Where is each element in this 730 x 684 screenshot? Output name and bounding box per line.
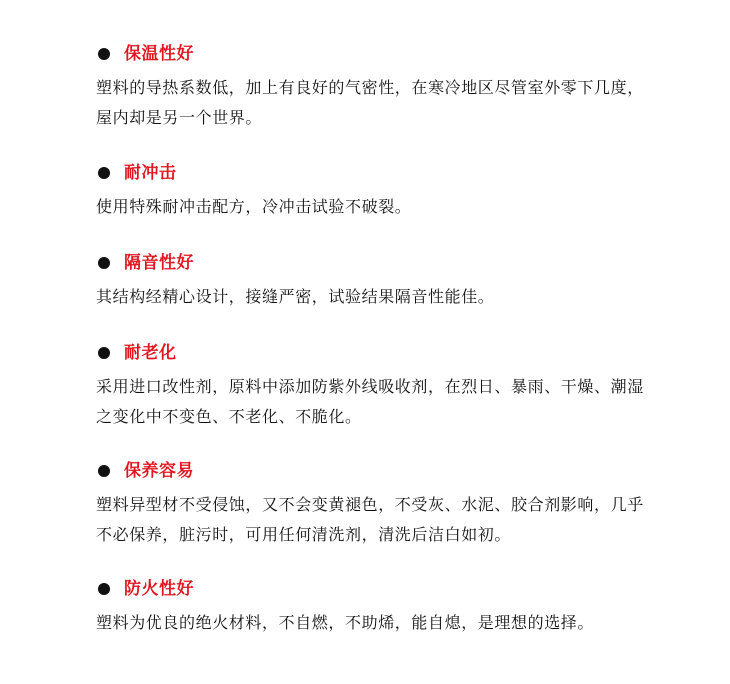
feature-section-maintenance — [96, 458, 656, 550]
feature-description: 采用进口改性剂，原料中添加防紫外线吸收剂，在烈日、暴雨、干燥、潮湿之变化中不变色、不老化、不脆化。 — [96, 377, 644, 426]
bullet-icon — [98, 583, 110, 595]
bullet-icon — [98, 48, 110, 60]
feature-title: 保养容易 — [124, 461, 194, 481]
feature-heading — [98, 160, 656, 186]
feature-title: 防火性好 — [124, 579, 194, 599]
feature-description: 塑料为优良的绝火材料，不自燃，不助烯，能自熄，是理想的选择。 — [96, 613, 595, 632]
feature-title: 耐冲击 — [124, 163, 177, 183]
feature-description: 其结构经精心设计，接缝严密，试验结果隔音性能佳。 — [96, 287, 495, 306]
bullet-icon — [98, 465, 110, 477]
feature-title: 隔音性好 — [124, 253, 194, 273]
feature-section-aging — [96, 340, 656, 432]
feature-heading — [98, 340, 656, 366]
feature-heading — [98, 458, 656, 484]
feature-description: 塑料异型材不受侵蚀，又不会变黄褪色，不受灰、水泥、胶合剂影响，几乎不必保养，脏污时，可用任何清洗剂，清洗后洁白如初。 — [96, 495, 644, 544]
bullet-icon — [98, 347, 110, 359]
feature-heading — [98, 41, 656, 67]
feature-heading — [98, 250, 656, 276]
feature-section-fireproof — [96, 576, 656, 638]
feature-section-soundproof — [96, 250, 656, 312]
feature-heading — [98, 576, 656, 602]
feature-title: 耐老化 — [124, 343, 177, 363]
bullet-icon — [98, 257, 110, 269]
feature-section-impact — [96, 160, 656, 222]
feature-description: 使用特殊耐冲击配方，冷冲击试验不破裂。 — [96, 197, 412, 216]
feature-title: 保温性好 — [124, 44, 194, 64]
feature-description: 塑料的导热系数低，加上有良好的气密性，在寒冷地区尽管室外零下几度，屋内却是另一个世界。 — [96, 78, 644, 127]
feature-section-insulation — [96, 41, 656, 133]
bullet-icon — [98, 167, 110, 179]
